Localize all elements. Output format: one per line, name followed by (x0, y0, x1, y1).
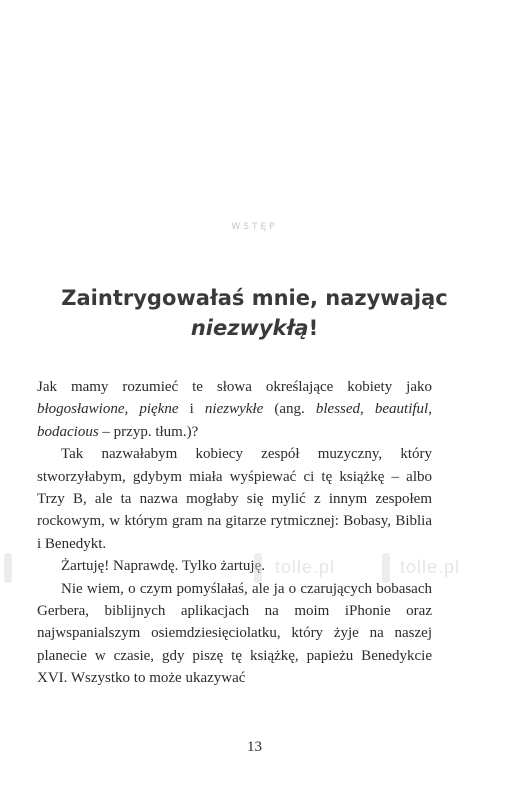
watermark-text: tolle.pl (400, 557, 461, 577)
chapter-title-italic: niezwykłą (190, 316, 309, 340)
paragraph (37, 555, 432, 577)
chapter-title-line1: Zaintrygowałaś mnie, nazywając (61, 286, 448, 310)
body-text (37, 376, 432, 690)
watermark-text: tolle.pl (275, 557, 336, 577)
text-run: Tak nazwałabym kobiecy zespół muzyczny, który stworzyłabym, gdybym miała wyśpiewać ci tę książkę – albo Trzy B, ale ta nazwa mogłaby się mylić z innym zespołem rockowym, w którym gram na gitarze rytmicznej: Bobasy, Biblia i Benedykt. (37, 446, 432, 552)
italic-text: błogosławione, piękne (37, 401, 179, 418)
chapter-title-line2 (0, 313, 509, 343)
watermark-logo-icon (4, 553, 12, 583)
text-run: i (178, 401, 205, 418)
chapter-title (0, 283, 509, 343)
text-run: Jak mamy rozumieć te słowa określające kobiety jako (37, 379, 432, 395)
text-run: Żartuję! Naprawdę. Tylko żartuję. (61, 558, 266, 575)
chapter-title-exclamation: ! (308, 316, 319, 340)
section-kicker: WSTĘP (231, 222, 278, 232)
page-number: 13 (247, 739, 262, 755)
text-run: Nie wiem, o czym pomyślałaś, ale ja o czarujących bobasach Gerbera, biblijnych aplikacjach na moim iPhonie oraz najwspanialszym osiemdziesięciolatku, który żyje na naszej planecie w czasie, gdy piszę tę książkę, papieżu Benedykcie XVI. Wszystko to może ukazywać (37, 580, 432, 687)
text-run: (ang. (263, 401, 316, 418)
text-run: – przyp. tłum.)? (98, 423, 199, 440)
paragraph (37, 376, 432, 443)
italic-text: niezwykłe (204, 401, 264, 418)
italic-text: blessed, beautiful, bodacious (37, 401, 432, 440)
paragraph (37, 443, 432, 555)
paragraph (37, 578, 432, 690)
